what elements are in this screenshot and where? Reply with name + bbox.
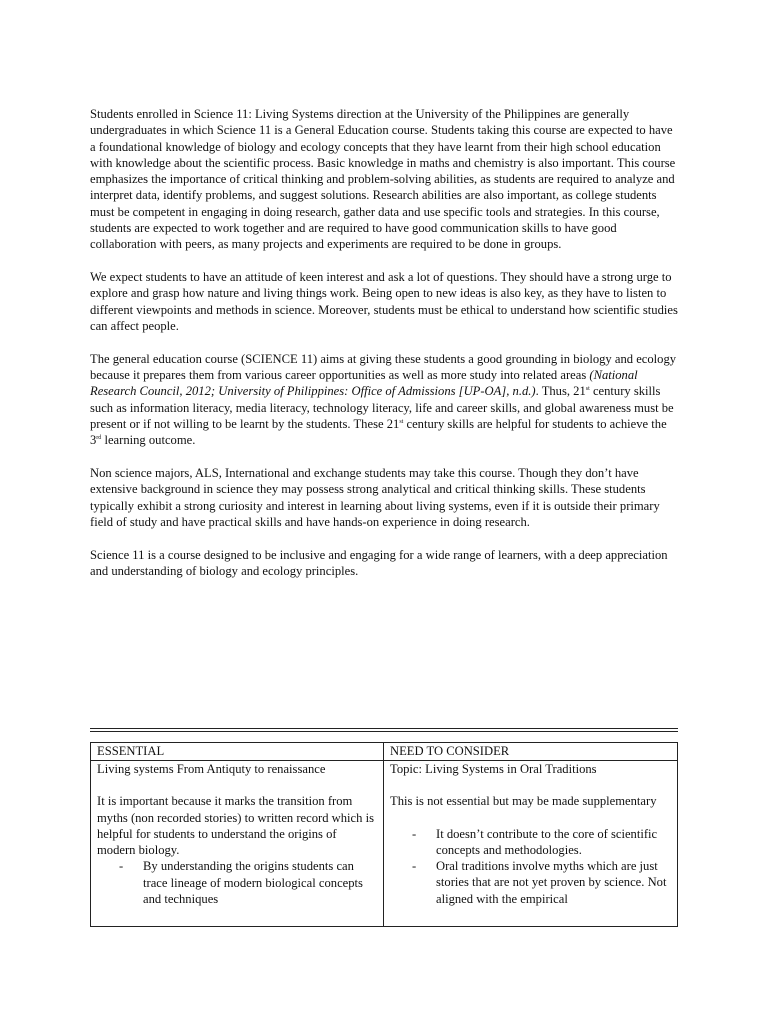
- superscript-st-2: st: [399, 419, 404, 426]
- p3-text-1: The general education course (SCIENCE 11) aims at giving these students a good grounding in biology and ecology because it prepares them from various career opportunities as well as more study into related areas: [90, 351, 677, 383]
- essential-cell: [91, 761, 384, 927]
- divider-line-bottom: [90, 731, 678, 732]
- table-row: [91, 761, 678, 927]
- paragraph-non-science-majors: Non science majors, ALS, International and exchange students may take this course. Though they don’t have extensive background in science they may possess strong analytical and critical thinking skills. These students typically exhibit a strong curiosity and interest in learning about living systems, even if it is outside their primary field of study and have practical skills and have hands-on experience in doing research.: [90, 466, 660, 530]
- paragraph-student-attitude: We expect students to have an attitude of keen interest and ask a lot of questions. They should have a strong urge to explore and grasp how nature and living things work. Being open to new ideas is also key, as they have to listen to different viewpoints and methods in science. Moreover, students must be ethical to understand how scientific studies can affect people.: [90, 270, 678, 334]
- superscript-st-1: st: [585, 386, 590, 393]
- superscript-rd: rd: [96, 435, 102, 442]
- essential-topic: Living systems From Antiquty to renaissance: [97, 762, 326, 776]
- paragraph-course-description: Students enrolled in Science 11: Living Systems direction at the University of the Philippines are generally undergraduates in which Science 11 is a General Education course. Students taking this course are expected to have a foundational knowledge of biology and ecology concepts that they have learnt from their high school education with knowledge about the scientific process. Basic knowledge in maths and chemistry is also important. This course emphasizes the importance of critical thinking and problem-solving abilities, as students are required to analyze and interpret data, identify problems, and suggest solutions. Research abilities are also important, as college students must be competent in engaging in doing research, gather data and use specific tools and strategies. In this course, students are expected to work together and are required to have good communication skills to have good collaboration with peers, as many projects and experiments are required to be done in groups.: [90, 107, 676, 252]
- consider-bullet-list: [390, 826, 671, 907]
- p3-text-4: century skills are helpful for students to achieve the 3: [90, 417, 667, 448]
- p3-text-3: century skills such as information literacy, media literacy, technology literacy, life and career skills, and global awareness must be present or if not willing to be learnt by the students. These 21: [90, 384, 674, 432]
- citation: (National Research Council, 2012; University of Philippines: Office of Admissions [UP-OA], n.d.): [90, 368, 638, 399]
- paragraph-general-education: [90, 351, 678, 449]
- divider-line-top: [90, 728, 678, 729]
- list-item: - By understanding the origins students can trace lineage of modern biological concepts and techniques: [97, 858, 377, 907]
- consider-cell: [384, 761, 678, 927]
- table-header-row: [91, 743, 678, 761]
- content-table: [90, 742, 678, 927]
- header-essential: ESSENTIAL: [91, 743, 384, 761]
- essential-text: It is important because it marks the transition from myths (non recorded stories) to written record which is helpful for students to understand the origins of modern biology.: [97, 794, 374, 858]
- p3-text-2: . Thus, 21: [535, 384, 586, 399]
- document-body: [90, 106, 678, 596]
- consider-text: This is not essential but may be made supplementary: [390, 794, 657, 809]
- list-item: - It doesn’t contribute to the core of scientific concepts and methodologies.: [390, 826, 671, 859]
- p3-text-5: learning outcome.: [101, 433, 196, 448]
- paragraph-inclusive-course: Science 11 is a course designed to be inclusive and engaging for a wide range of learners, with a deep appreciation and understanding of biology and ecology principles.: [90, 547, 668, 579]
- essential-bullet-list: [97, 858, 377, 907]
- consider-topic: Topic: Living Systems in Oral Traditions: [390, 762, 597, 776]
- list-item: - Oral traditions involve myths which are just stories that are not yet proven by science. Not aligned with the empirical: [390, 858, 671, 907]
- header-need-to-consider: NEED TO CONSIDER: [384, 743, 678, 761]
